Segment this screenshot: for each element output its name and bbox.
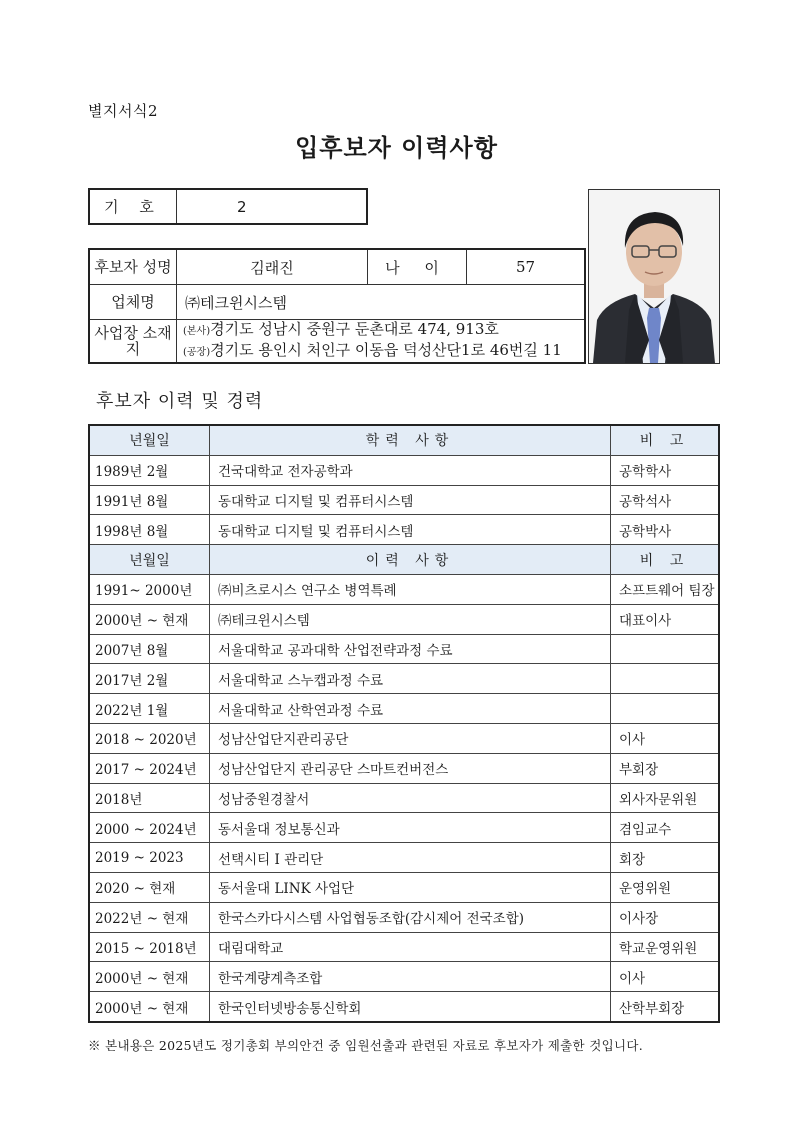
header-date: 년월일 — [89, 425, 210, 455]
row-date: 2007년 8월 — [89, 634, 210, 664]
row-description: ㈜테크윈시스템 — [210, 604, 611, 634]
career-row — [89, 574, 719, 604]
hq-tag: (본사) — [183, 326, 211, 337]
row-date: 2018 ~ 2020년 — [89, 723, 210, 753]
row-note: 이사장 — [611, 902, 720, 932]
header-desc: 이력 사항 — [210, 545, 611, 575]
history-section-title: 후보자 이력 및 경력 — [96, 391, 264, 412]
row-note — [611, 664, 720, 694]
row-note: 겸임교수 — [611, 813, 720, 843]
row-description: 동대학교 디지털 및 컴퓨터시스템 — [210, 515, 611, 545]
row-description: 한국인터넷방송통신학회 — [210, 992, 611, 1022]
row-description: 성남산업단지관리공단 — [210, 723, 611, 753]
career-row — [89, 843, 719, 873]
career-row — [89, 872, 719, 902]
career-row — [89, 604, 719, 634]
address-cell — [177, 320, 586, 364]
career-row — [89, 723, 719, 753]
career-row — [89, 992, 719, 1022]
row-note: 이사 — [611, 723, 720, 753]
candidate-age: 57 — [467, 249, 586, 285]
row-description: 서울대학교 산학연과정 수료 — [210, 694, 611, 724]
row-description: 서울대학교 공과대학 산업전략과정 수료 — [210, 634, 611, 664]
row-note: 운영위원 — [611, 872, 720, 902]
row-date: 2000 ~ 2024년 — [89, 813, 210, 843]
factory-tag: (공장) — [183, 347, 211, 358]
education-row — [89, 515, 719, 545]
career-row — [89, 902, 719, 932]
row-date: 2018년 — [89, 783, 210, 813]
row-date: 2017 ~ 2024년 — [89, 753, 210, 783]
row-note: 공학석사 — [611, 485, 720, 515]
row-note — [611, 634, 720, 664]
row-date: 2000년 ~ 현재 — [89, 992, 210, 1022]
education-row — [89, 455, 719, 485]
hq-address: 경기도 성남시 중원구 둔촌대로 474, 913호 — [210, 320, 499, 338]
header-note: 비 고 — [611, 545, 720, 575]
row-note: 부회장 — [611, 753, 720, 783]
history-table-body — [89, 425, 719, 1022]
row-note: 외사자문위원 — [611, 783, 720, 813]
factory-address-line — [183, 341, 584, 362]
row-date: 2015 ~ 2018년 — [89, 932, 210, 962]
number-label: 기 호 — [89, 189, 177, 224]
career-row — [89, 813, 719, 843]
portrait-image — [589, 190, 719, 363]
education-row — [89, 485, 719, 515]
row-note: 학교운영위원 — [611, 932, 720, 962]
career-row — [89, 753, 719, 783]
row-description: 한국스카다시스템 사업협동조합(감시제어 전국조합) — [210, 902, 611, 932]
row-date: 2022년 ~ 현재 — [89, 902, 210, 932]
row-date: 1998년 8월 — [89, 515, 210, 545]
row-note: 공학학사 — [611, 455, 720, 485]
row-description: 선택시티 I 관리단 — [210, 843, 611, 873]
header-note: 비 고 — [611, 425, 720, 455]
row-note: 이사 — [611, 962, 720, 992]
row-date: 2000년 ~ 현재 — [89, 962, 210, 992]
row-note: 공학박사 — [611, 515, 720, 545]
number-value: 2 — [177, 189, 368, 224]
factory-address: 경기도 용인시 처인구 이동읍 덕성산단1로 46번길 11 — [210, 341, 562, 359]
row-note — [611, 694, 720, 724]
row-date: 2022년 1월 — [89, 694, 210, 724]
company-name: ㈜테크윈시스템 — [177, 285, 586, 320]
row-description: 동대학교 디지털 및 컴퓨터시스템 — [210, 485, 611, 515]
row-description: 성남산업단지 관리공단 스마트컨버전스 — [210, 753, 611, 783]
history-table — [88, 424, 720, 1023]
row-description: 서울대학교 스누캡과정 수료 — [210, 664, 611, 694]
career-header-row — [89, 545, 719, 575]
row-date: 2000년 ~ 현재 — [89, 604, 210, 634]
footnote: ※ 본내용은 2025년도 정기총회 부의안건 중 임원선출과 관련된 자료로 후보자가 제출한 것입니다. — [88, 1038, 643, 1053]
career-row — [89, 783, 719, 813]
row-date: 1991년 8월 — [89, 485, 210, 515]
candidate-name: 김래진 — [177, 249, 368, 285]
age-label: 나 이 — [368, 249, 467, 285]
document-title: 입후보자 이력사항 — [295, 133, 498, 162]
row-date: 1991~ 2000년 — [89, 574, 210, 604]
candidate-number-box — [88, 188, 368, 225]
name-label: 후보자 성명 — [89, 249, 177, 285]
row-description: 대림대학교 — [210, 932, 611, 962]
location-label: 사업장 소재지 — [89, 320, 177, 364]
row-description: 한국계량계측조합 — [210, 962, 611, 992]
header-desc: 학력 사항 — [210, 425, 611, 455]
header-date: 년월일 — [89, 545, 210, 575]
career-row — [89, 694, 719, 724]
career-row — [89, 634, 719, 664]
hq-address-line — [183, 320, 584, 341]
row-date: 2020 ~ 현재 — [89, 872, 210, 902]
row-description: ㈜비츠로시스 연구소 병역특례 — [210, 574, 611, 604]
company-label: 업체명 — [89, 285, 177, 320]
career-row — [89, 962, 719, 992]
candidate-photo — [588, 189, 720, 364]
education-header-row — [89, 425, 719, 455]
row-description: 성남중원경찰서 — [210, 783, 611, 813]
row-description: 동서울대 LINK 사업단 — [210, 872, 611, 902]
career-row — [89, 664, 719, 694]
row-note: 소프트웨어 팀장 — [611, 574, 720, 604]
row-note: 회장 — [611, 843, 720, 873]
row-date: 2019 ~ 2023 — [89, 843, 210, 873]
row-note: 대표이사 — [611, 604, 720, 634]
form-label: 별지서식2 — [88, 102, 159, 120]
row-date: 2017년 2월 — [89, 664, 210, 694]
row-note: 산학부회장 — [611, 992, 720, 1022]
row-date: 1989년 2월 — [89, 455, 210, 485]
career-row — [89, 932, 719, 962]
row-description: 건국대학교 전자공학과 — [210, 455, 611, 485]
row-description: 동서울대 정보통신과 — [210, 813, 611, 843]
candidate-info-table — [88, 248, 586, 364]
